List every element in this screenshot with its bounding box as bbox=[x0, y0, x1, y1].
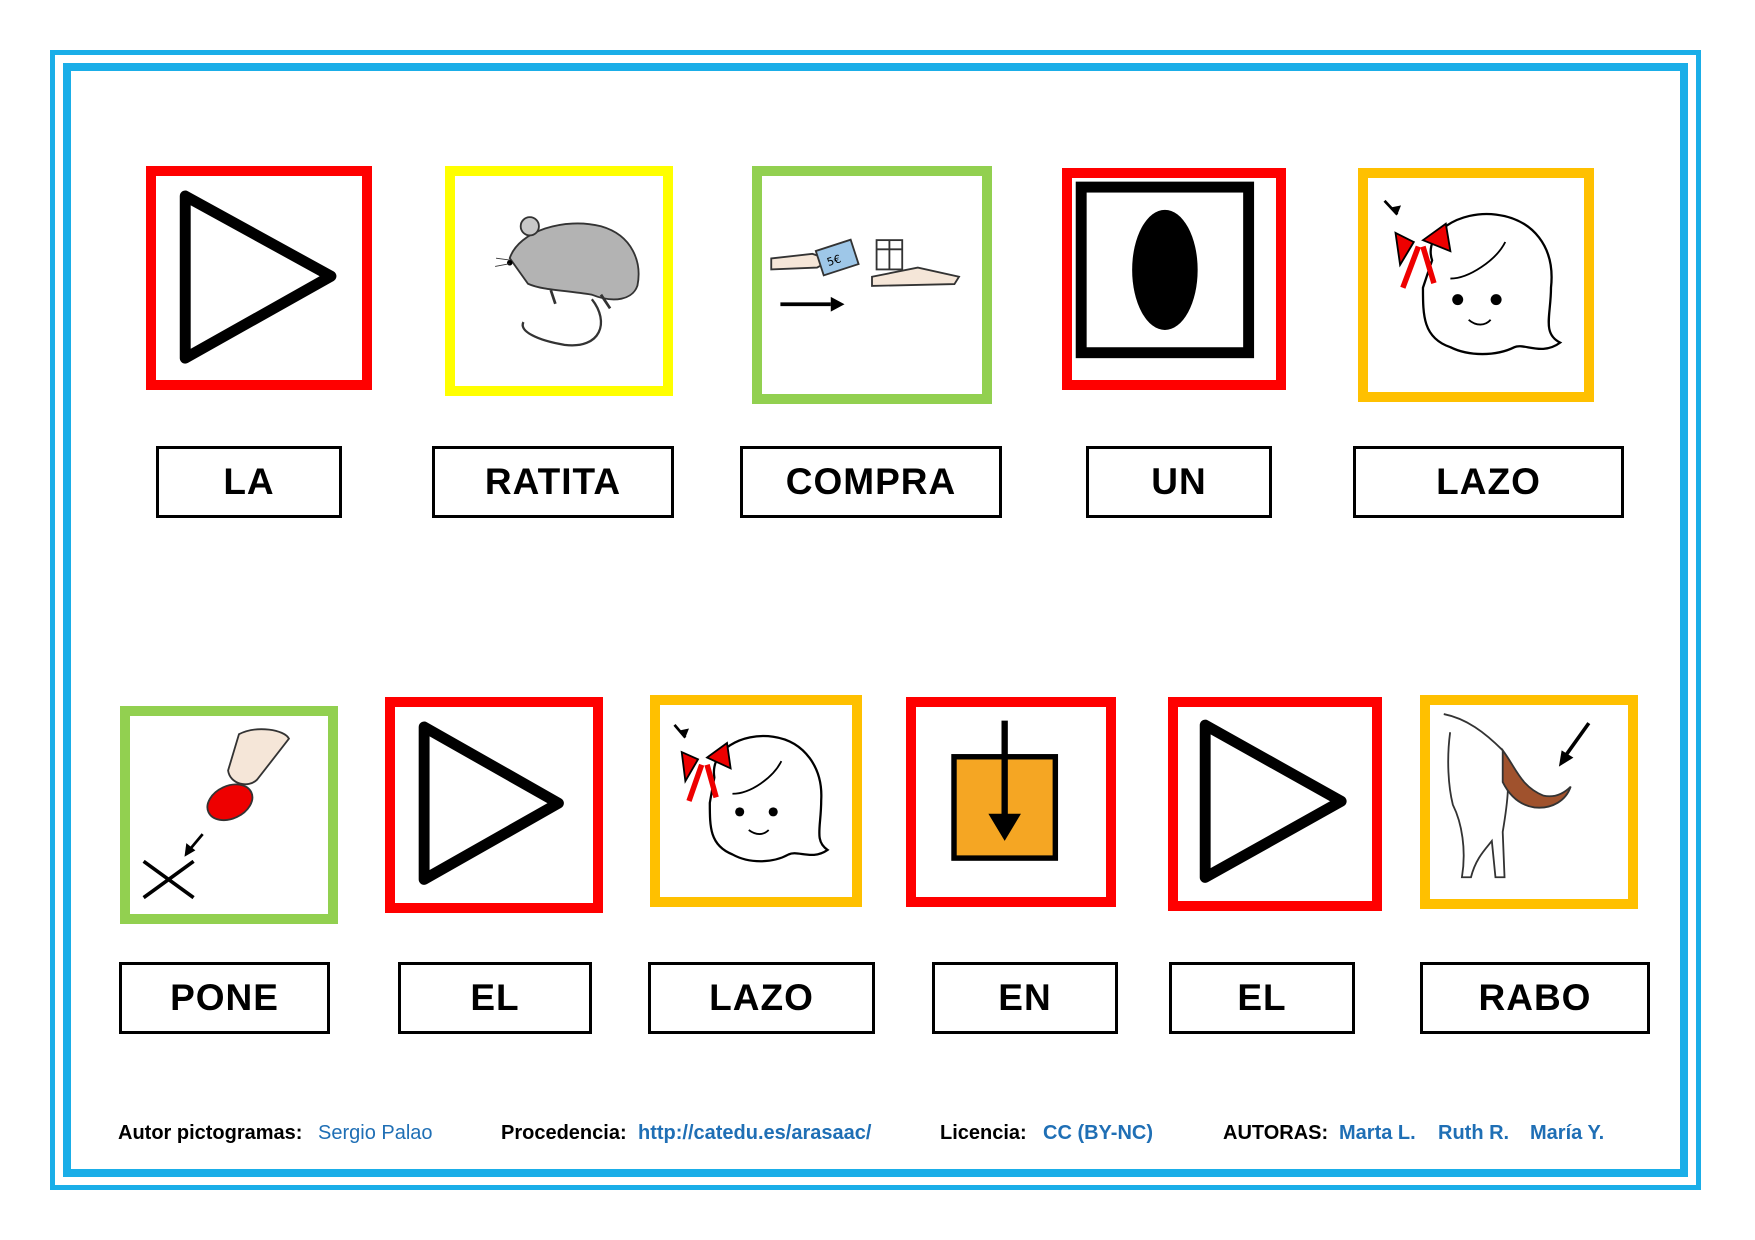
article-triangle-icon bbox=[156, 176, 362, 380]
authors-label: AUTORAS: bbox=[1223, 1122, 1329, 1144]
word-pone: PONE bbox=[119, 962, 330, 1034]
girl-bow-icon bbox=[660, 705, 852, 897]
author-label: Autor pictogramas: bbox=[118, 1122, 303, 1144]
word-en: EN bbox=[932, 962, 1118, 1034]
author-value: Sergio Palao bbox=[318, 1122, 433, 1144]
license-value: CC (BY-NC) bbox=[1043, 1122, 1153, 1144]
credits-footer bbox=[118, 1122, 1638, 1152]
word-lazo-2: LAZO bbox=[648, 962, 875, 1034]
picto-rabo bbox=[1420, 695, 1638, 909]
picto-ratita bbox=[445, 166, 673, 396]
source-link[interactable]: http://catedu.es/arasaac/ bbox=[638, 1122, 872, 1144]
word-la: LA bbox=[156, 446, 342, 518]
word-ratita: RATITA bbox=[432, 446, 674, 518]
word-lazo-1: LAZO bbox=[1353, 446, 1624, 518]
source-label: Procedencia: bbox=[501, 1122, 627, 1144]
picto-lazo-2 bbox=[650, 695, 862, 907]
word-rabo: RABO bbox=[1420, 962, 1650, 1034]
word-un: UN bbox=[1086, 446, 1272, 518]
picto-un bbox=[1062, 168, 1286, 390]
picto-compra bbox=[752, 166, 992, 404]
word-el-1: EL bbox=[398, 962, 592, 1034]
word-el-2: EL bbox=[1169, 962, 1355, 1034]
girl-bow-icon bbox=[1368, 178, 1584, 392]
picto-el-2 bbox=[1168, 697, 1382, 911]
tail-icon bbox=[1430, 705, 1628, 899]
picto-pone bbox=[120, 706, 338, 924]
svg-text:5€: 5€ bbox=[825, 252, 843, 269]
article-triangle-icon bbox=[395, 707, 593, 903]
put-hand-icon bbox=[130, 716, 328, 914]
author-1: Marta L. bbox=[1339, 1122, 1416, 1144]
picto-en bbox=[906, 697, 1116, 907]
author-3: María Y. bbox=[1530, 1122, 1605, 1144]
mouse-icon bbox=[455, 176, 663, 386]
buy-exchange-icon bbox=[762, 176, 982, 394]
picto-lazo-1 bbox=[1358, 168, 1594, 402]
article-oval-icon bbox=[1072, 178, 1276, 380]
word-compra: COMPRA bbox=[740, 446, 1002, 518]
in-box-arrow-icon bbox=[916, 707, 1106, 897]
license-label: Licencia: bbox=[940, 1122, 1027, 1144]
article-triangle-icon bbox=[1178, 707, 1372, 901]
picto-la bbox=[146, 166, 372, 390]
picto-el-1 bbox=[385, 697, 603, 913]
author-2: Ruth R. bbox=[1438, 1122, 1510, 1144]
